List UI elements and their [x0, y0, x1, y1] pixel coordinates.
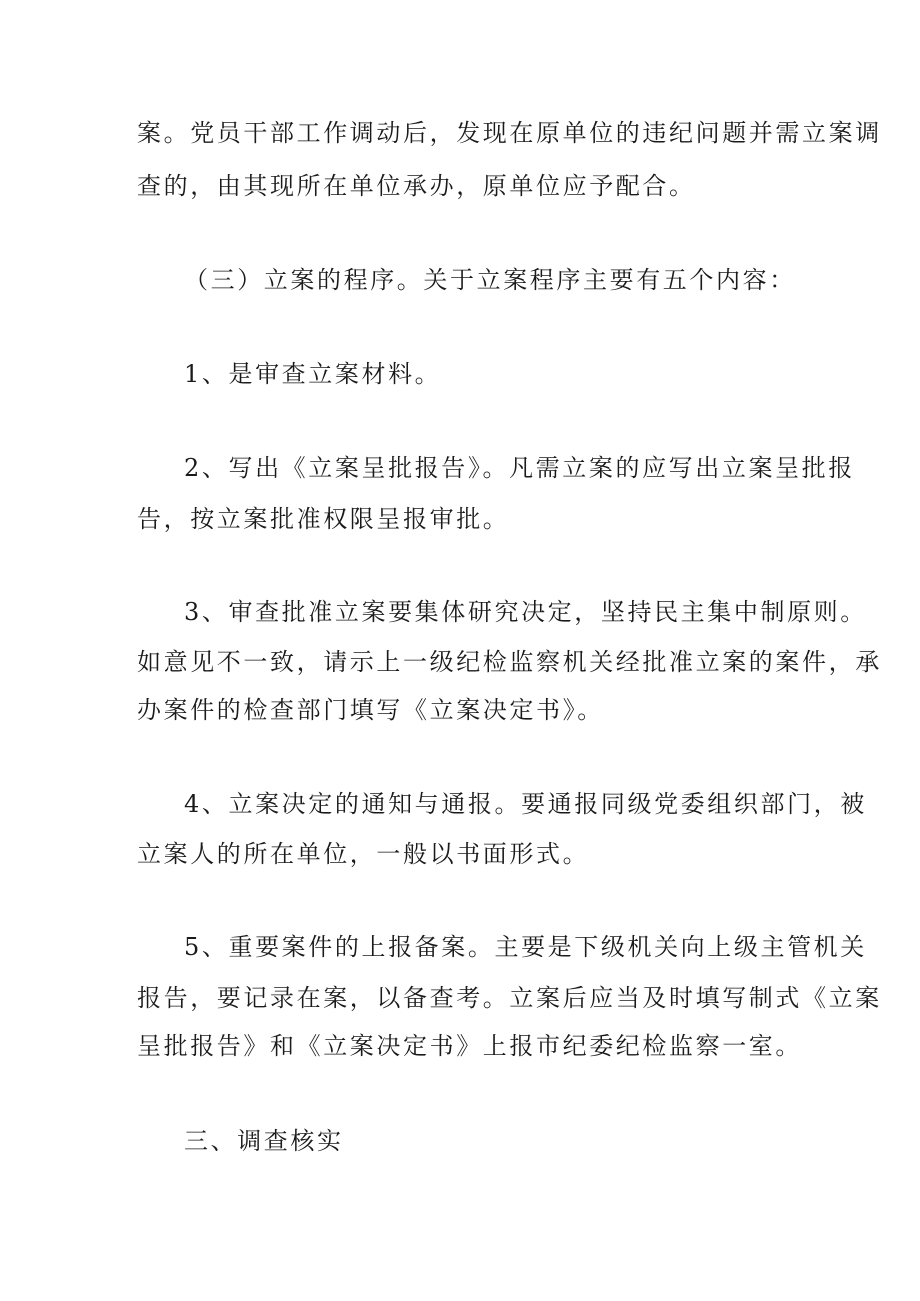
list-item-2-line: 2、写出《立案呈批报告》。凡需立案的应写出立案呈批报: [184, 454, 855, 482]
chapter-heading: 三、调查核实: [184, 1127, 344, 1155]
list-item-3-line: 如意见不一致，请示上一级纪检监察机关经批准立案的案件，承: [137, 648, 882, 676]
list-item-5-line: 5、重要案件的上报备案。主要是下级机关向上级主管机关: [184, 933, 867, 961]
list-item-2-line: 告，按立案批准权限呈报审批。: [137, 505, 510, 533]
list-item-1: 1、是审查立案材料。: [184, 360, 442, 388]
paragraph-line: 查的，由其现所在单位承办，原单位应予配合。: [137, 172, 696, 200]
list-item-5-line: 呈批报告》和《立案决定书》上报市纪委纪检监察一室。: [137, 1032, 802, 1060]
paragraph-line: 案。党员干部工作调动后，发现在原单位的违纪问题并需立案调: [137, 119, 882, 147]
list-item-3-line: 办案件的检查部门填写《立案决定书》。: [137, 696, 604, 724]
list-item-4-line: 4、立案决定的通知与通报。要通报同级党委组织部门，被: [184, 790, 867, 818]
list-item-5-line: 报告，要记录在案，以备查考。立案后应当及时填写制式《立案: [137, 984, 882, 1012]
list-item-4-line: 立案人的所在单位，一般以书面形式。: [137, 840, 590, 868]
list-item-3-line: 3、审查批准立案要集体研究决定，坚持民主集中制原则。: [184, 598, 867, 626]
section-heading: （三）立案的程序。关于立案程序主要有五个内容：: [184, 266, 796, 294]
